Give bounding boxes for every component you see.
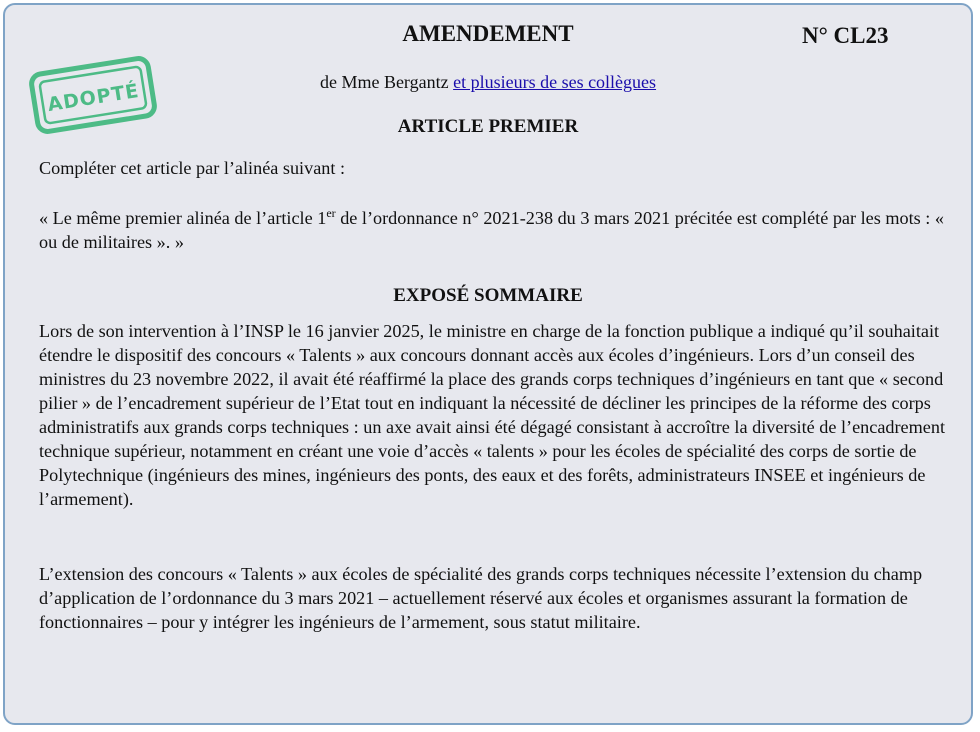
amendment-document (3, 3, 973, 725)
amendment-number: N° CL23 (802, 23, 889, 48)
article-intro: Compléter cet article par l’alinéa suivant : (39, 158, 346, 178)
colleagues-link[interactable]: et plusieurs de ses collègues (453, 72, 657, 92)
summary-paragraph-1: Lors de son intervention à l’INSP le 16 janvier 2025, le ministre en charge de la fonction publique a indiqué qu’il souhaitait étendre le dispositif des concours « Talents » aux concours donnant accès aux écoles d’ingénieurs. Lors d’un conseil des ministres du 23 novembre 2022, il avait été réaffirmé la place des grands corps techniques d’ingénieurs en tant que « second pilier » de l’encadrement supérieur de l’Etat tout en indiquant la nécessité de décliner les principes de la réforme des corps administratifs aux grands corps techniques : un axe avait ainsi été dégagé consistant à accroître la diversité de l’encadrement technique supérieur, notamment en créant une voie d’accès « talents » pour les écoles de spécialité des corps de sortie de Polytechnique (ingénieurs des mines, ingénieurs des ponts, des eaux et des forêts, administrateurs INSEE et ingénieurs de l’armement). (39, 321, 945, 509)
stamp-label: ADOPTÉ (46, 79, 141, 117)
article-heading: ARTICLE PREMIER (397, 116, 579, 137)
article-quote-part1: « Le même premier alinéa de l’article 1 (39, 208, 327, 228)
article-quote-superscript: er (326, 205, 336, 220)
article-quote (39, 206, 949, 254)
authors-prefix: de Mme Bergantz (319, 72, 449, 92)
summary-heading: EXPOSÉ SOMMAIRE (393, 285, 583, 306)
article-quote-part2: de l’ordonnance n° 2021-238 du 3 mars 2021 précitée est complété par les mots : « ou de militaires ». » (39, 208, 944, 252)
document-title: AMENDEMENT (402, 21, 574, 46)
authors-line (5, 72, 971, 93)
summary-paragraph-2: L’extension des concours « Talents » aux écoles de spécialité des grands corps techniques nécessite l’extension du champ d’application de l’ordonnance du 3 mars 2021 – actuellement réservé aux écoles et organismes assurant la formation de fonctionnaires – pour y intégrer les ingénieurs de l’armement, sous statut militaire. (39, 564, 923, 632)
